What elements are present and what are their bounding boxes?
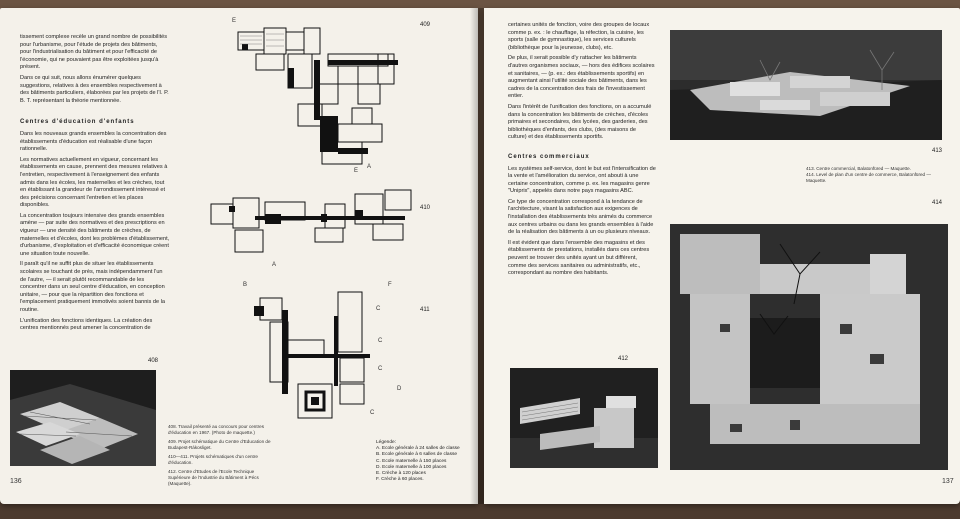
body-paragraph: Ce type de concentration correspond à la tendance de l'architecture, visant la satisfaction aux exigences de l'installation des établissements très animés du commerce aux centres urbains ou dans les grands ensembles à l'aide de la réalisation des bâtiments à un ou plusieurs niveaux.: [508, 198, 654, 236]
figure-number-412: 412: [618, 356, 629, 362]
section-heading: Centres d'éducation d'enfants: [20, 119, 135, 126]
model-photo-414: [670, 224, 948, 470]
caption-413-414: [806, 166, 934, 184]
plan-letter: C: [376, 306, 381, 312]
legend-item: E. Crèche à 120 places: [376, 471, 426, 477]
plan-letter: B: [243, 282, 248, 288]
body-paragraph: certaines unités de fonction, voire des groupes de locaux comme p. ex. : le chauffage, la réfection, la cuisine, les sports (salle de gymnastique), les services culturels (bibliothèque pour la jeunesse, clubs), etc.: [508, 22, 650, 51]
body-paragraph: Il est évident que dans l'ensemble des magasins et des établissements de prestations, installés dans ces centres peuvent se trouver des unités ayant un but différent, comme des services sanitaires ou administratifs, etc., correspondant au nombre des habitants.: [508, 239, 650, 277]
caption-409: 409. Projet schématique du Centre d'Education de Budapest-Rákosliget.: [168, 439, 271, 450]
model-photo-408: [10, 370, 156, 466]
model-photo-413: [670, 30, 942, 140]
intro-paragraph: tissement complexe recèle un grand nombre de possibilités pour l'urbanisme, pour l'étude de projets des bâtiments, pour l'industrialisation du bâtiment et pour l'efficacité de l'économie, qui ne pouvaient pas être exploitées jusqu'à présent.: [20, 34, 168, 71]
model-photo-413-drawing: [670, 30, 942, 140]
plan-letter: D: [397, 386, 402, 392]
plan-letter: F: [388, 282, 392, 288]
model-photo-414-drawing: [670, 224, 948, 470]
legend-item: F. Crèche à 60 places.: [376, 477, 424, 483]
right-text-column: [508, 22, 656, 281]
right-page: [484, 8, 960, 504]
figure-number-409: 409: [420, 22, 431, 28]
body-paragraph: Les normatives actuellement en vigueur, concernant les établissements en cause, prennent des mesures relatives à l'entretien, respectivement à l'enseignement des enfants admis dans les écoles, les maternelles et les crèches, tout en établissant la grandeur de l'arrondissement intéressé et des précisions concernant l'entretien et les places disponibles.: [20, 156, 168, 209]
body-paragraph: De plus, il serait possible d'y rattacher les bâtiments d'autres organismes sociaux, — hors des édifices scolaires et sanitaires, — (p. ex.: des établissements sportifs) en augmentant ainsi l'utilité sociale des bâtiments, dans les cadres de la concentration des frais de l'investissement entier.: [508, 55, 655, 100]
legend-item: B. Ecole générale à 6 salles de classe: [376, 452, 458, 458]
body-paragraph: La concentration toujours intensive des grands ensembles amène — par suite des normatives et des prescriptions en vigueur — une densité des bâtiments de crèches, de maternelles et d'écoles, dont les problèmes d'établissement, d'urbanisme, d'exploitation et d'efficacité économique créent une situation toute nouvelle.: [20, 212, 170, 257]
plan-letter: E: [354, 168, 359, 174]
figure-number-411: 411: [420, 307, 430, 313]
body-paragraph: Il paraît qu'il ne suffit plus de situer les établissements scolaires se touchant de près, mais indépendamment l'un de l'autre, — il serait plutôt recommandable de les concentrer dans un seul centre d'éducation, en conception unitaire, — pour que la répartition des fonctions et l'emplacement pratiquement immotivés soient bannis de la routine.: [20, 261, 166, 313]
intro-column: [20, 34, 170, 336]
figure-number-413: 413: [932, 148, 943, 154]
plan-letter: C: [378, 366, 383, 372]
plan-letter: E: [232, 18, 237, 24]
body-paragraph: Dans les nouveaux grands ensembles la concentration des établissements d'éducation est réalisable d'une façon rationnelle.: [20, 130, 167, 153]
legend-item: D. Ecole maternelle à 100 places: [376, 464, 447, 470]
caption-408: 408. Travail présenté au concours pour centres d'éducation en 1967. (Photo de maquette.): [168, 424, 265, 435]
model-photo-412: [510, 368, 658, 468]
legend-item: C. Ecole maternelle à 150 places: [376, 458, 447, 464]
body-paragraph: Dans l'intérêt de l'unification des fonctions, on a accumulé dans la concentration les bâtiments de crèches, d'écoles primaires et secondaires, des lycées, des garderies, des bibliothèques d'enfants, des clubs, (des maisons de culture) et des établissements sportifs.: [508, 103, 652, 141]
body-paragraph: Les systèmes self-service, dont le but est l'intensification de la vente et l'amélioration du service, ont abouti à une certaine concentration, comme p. ex. les magasins genre "Uniprix", appelés dans notre pays magasins ABC.: [508, 165, 656, 195]
caption-412: 412. Centre d'Etudes de l'Ecole Technique Supérieure de l'Industrie du Bâtiment à Pécs (Maquette).: [168, 469, 259, 486]
caption-413: 413. Centre commercial, Balatonfüred — Maquette.: [806, 166, 911, 171]
plan-letter: A: [367, 164, 372, 170]
plan-letter: A: [272, 262, 277, 268]
caption-410-411: 410—411. Projets schématiques d'un centre d'éducation.: [168, 454, 258, 465]
figure-number-408: 408: [148, 358, 159, 364]
left-page: [0, 8, 478, 504]
plan-411: [240, 288, 383, 428]
plan-letter: C: [378, 338, 383, 344]
body-paragraph: L'unification des fonctions identiques. La création des centres mentionnés peut amener la concentration de: [20, 317, 153, 332]
page-number-right: 137: [942, 478, 954, 485]
legend-item: A. Ecole générale à 24 salles de classe: [376, 446, 460, 452]
page-number-left: 136: [10, 478, 22, 485]
caption-block: [168, 424, 272, 487]
model-photo-408-drawing: [10, 370, 156, 466]
figure-number-414: 414: [932, 200, 943, 206]
section-heading: Centres commerciaux: [508, 153, 590, 160]
caption-414: 414. Level de plan d'un centre de commerce, Balatonfüred — Maquette.: [806, 172, 931, 183]
legend: [376, 440, 474, 483]
model-photo-412-drawing: [510, 368, 658, 468]
legend-title: Légende:: [376, 440, 397, 445]
plan-letter: C: [370, 410, 375, 416]
intro-paragraph: Dans ce qui suit, nous allons énumérer quelques suggestions, relatives à des ensembles respectivement à des bâtiments particuliers, élaborées par les projets de l'I. P. B. T. représentant la théorie mentionnée.: [20, 74, 169, 104]
figure-number-410: 410: [420, 205, 431, 211]
plan-410: [205, 184, 420, 264]
